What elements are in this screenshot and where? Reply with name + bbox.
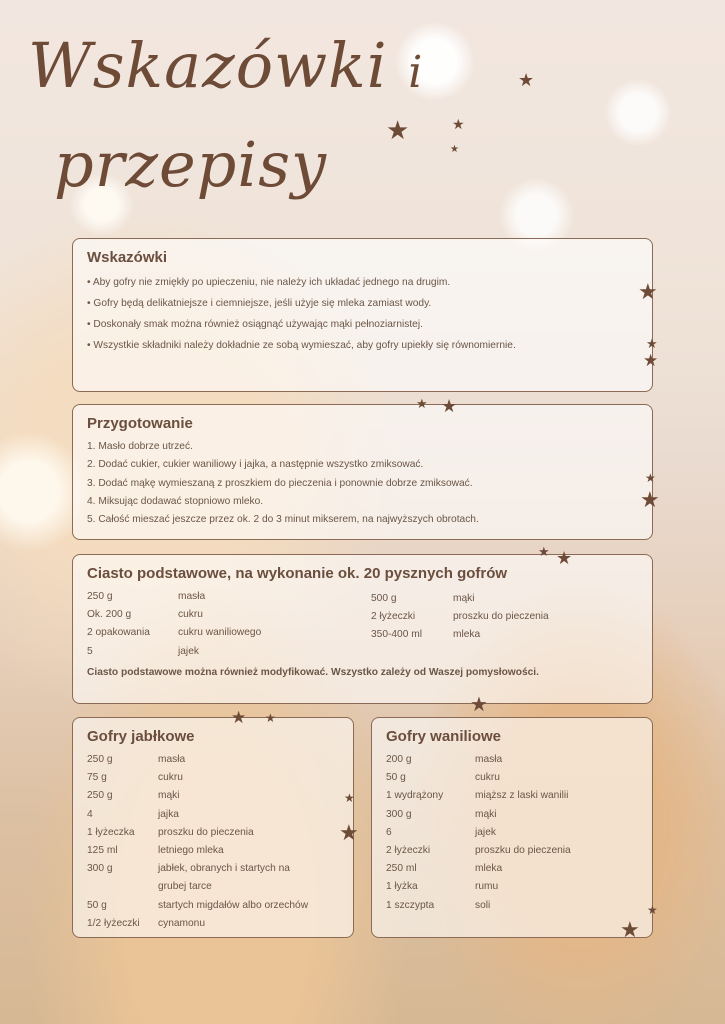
ingredient-row: 300 g mąki	[386, 808, 497, 820]
ingredient-row: 350-400 ml mleka	[371, 629, 481, 641]
prep-heading: Przygotowanie	[87, 415, 193, 432]
star-icon: ★	[386, 116, 410, 146]
star-icon: ★	[538, 545, 550, 560]
ingredient-row: 250 ml mleka	[386, 863, 503, 875]
ingredient-row: 125 ml letniego mleka	[87, 845, 224, 857]
base-ingredients-left	[87, 588, 371, 661]
ingredient-row: 250 g masła	[87, 591, 206, 602]
ingredient-row: 1 łyżeczka proszku do pieczenia	[87, 826, 254, 838]
prep-step: 3. Dodać mąkę wymieszaną z proszkiem do pieczenia i ponownie dobrze zmiksować.	[87, 477, 473, 489]
prep-step: 4. Miksując dodawać stopniowo mleko.	[87, 495, 264, 507]
prep-step: 1. Masło dobrze utrzeć.	[87, 441, 193, 452]
star-icon: ★	[452, 117, 465, 133]
ingredient-row: 4 jajka	[87, 808, 179, 820]
star-icon: ★	[640, 488, 660, 513]
star-icon: ★	[518, 70, 535, 91]
base-dough-panel	[72, 554, 653, 704]
tip-item: • Wszystkie składniki należy dokładnie ze sobą wymieszać, aby gofry upiekły się równomiernie.	[87, 340, 516, 351]
ingredient-row: 2 łyżeczki proszku do pieczenia	[371, 611, 549, 623]
ingredient-row: 1 wydrążony miąższ z laski wanilii	[386, 790, 569, 802]
tips-heading: Wskazówki	[87, 249, 168, 266]
apple-heading: Gofry jabłkowe	[87, 728, 195, 745]
star-icon: ★	[339, 821, 359, 846]
title-line1-conjunction: i	[408, 47, 424, 98]
star-icon: ★	[645, 471, 656, 485]
star-icon: ★	[265, 711, 276, 725]
tips-panel	[72, 238, 653, 392]
tip-item: • Aby gofry nie zmiękły po upieczeniu, nie należy ich układać jednego na drugim.	[87, 277, 451, 288]
title-line1: Wskazówki	[28, 29, 388, 102]
ingredient-row: 250 g mąki	[87, 790, 180, 802]
star-icon: ★	[450, 144, 459, 155]
tip-item: • Doskonały smak można również osiągnąć używając mąki pełnoziarnistej.	[87, 319, 423, 330]
star-icon: ★	[441, 396, 458, 417]
vanilla-waffles-panel	[371, 717, 653, 938]
page-title	[28, 20, 548, 211]
base-ingredients-right	[371, 588, 549, 661]
ingredient-row: 200 g masła	[386, 754, 503, 765]
ingredient-row: 1/2 łyżeczki cynamonu	[87, 917, 206, 929]
ingredient-row: 75 g cukru	[87, 772, 183, 784]
ingredient-row: 2 łyżeczki proszku do pieczenia	[386, 845, 571, 857]
prep-step: 5. Całość mieszać jeszcze przez ok. 2 do 3 minut mikserem, na najwyższych obrotach.	[87, 514, 479, 526]
ingredient-row: 300 g jabłek, obranych i startych na	[87, 863, 290, 875]
title-line2: przepisy	[54, 128, 328, 201]
ingredient-row: 50 g cukru	[386, 772, 500, 784]
star-icon: ★	[470, 692, 488, 716]
star-icon: ★	[231, 708, 247, 728]
ingredient-row: 1 szczypta soli	[386, 899, 491, 911]
tip-item: • Gofry będą delikatniejsze i ciemniejsze, jeśli użyje się mleka zamiast wody.	[87, 298, 432, 309]
star-icon: ★	[646, 337, 658, 352]
star-icon: ★	[620, 918, 640, 943]
ingredient-row: 1 łyżka rumu	[386, 881, 499, 893]
ingredient-row: 6 jajek	[386, 826, 496, 838]
ingredient-row: Ok. 200 g cukru	[87, 609, 203, 621]
star-icon: ★	[556, 548, 573, 569]
ingredient-row: 2 opakowania cukru waniliowego	[87, 627, 262, 639]
star-icon: ★	[643, 351, 659, 371]
star-icon: ★	[647, 903, 658, 917]
ingredient-row: 5 jajek	[87, 645, 199, 657]
star-icon: ★	[344, 791, 355, 805]
ingredient-row: 250 g masła	[87, 754, 186, 765]
vanilla-heading: Gofry waniliowe	[386, 728, 502, 745]
ingredient-row: grubej tarce	[158, 881, 212, 893]
base-note: Ciasto podstawowe można również modyfikować. Wszystko zależy od Waszej pomysłowości.	[87, 666, 539, 678]
star-icon: ★	[416, 397, 428, 412]
ingredient-row: 500 g mąki	[371, 593, 475, 604]
prep-step: 2. Dodać cukier, cukier waniliowy i jajka, a następnie wszystko zmiksować.	[87, 459, 424, 471]
star-icon: ★	[638, 280, 658, 305]
ingredient-row: 50 g startych migdałów albo orzechów	[87, 899, 309, 911]
apple-waffles-panel	[72, 717, 354, 938]
prep-panel	[72, 404, 653, 540]
base-heading: Ciasto podstawowe, na wykonanie ok. 20 pysznych gofrów	[87, 565, 508, 582]
